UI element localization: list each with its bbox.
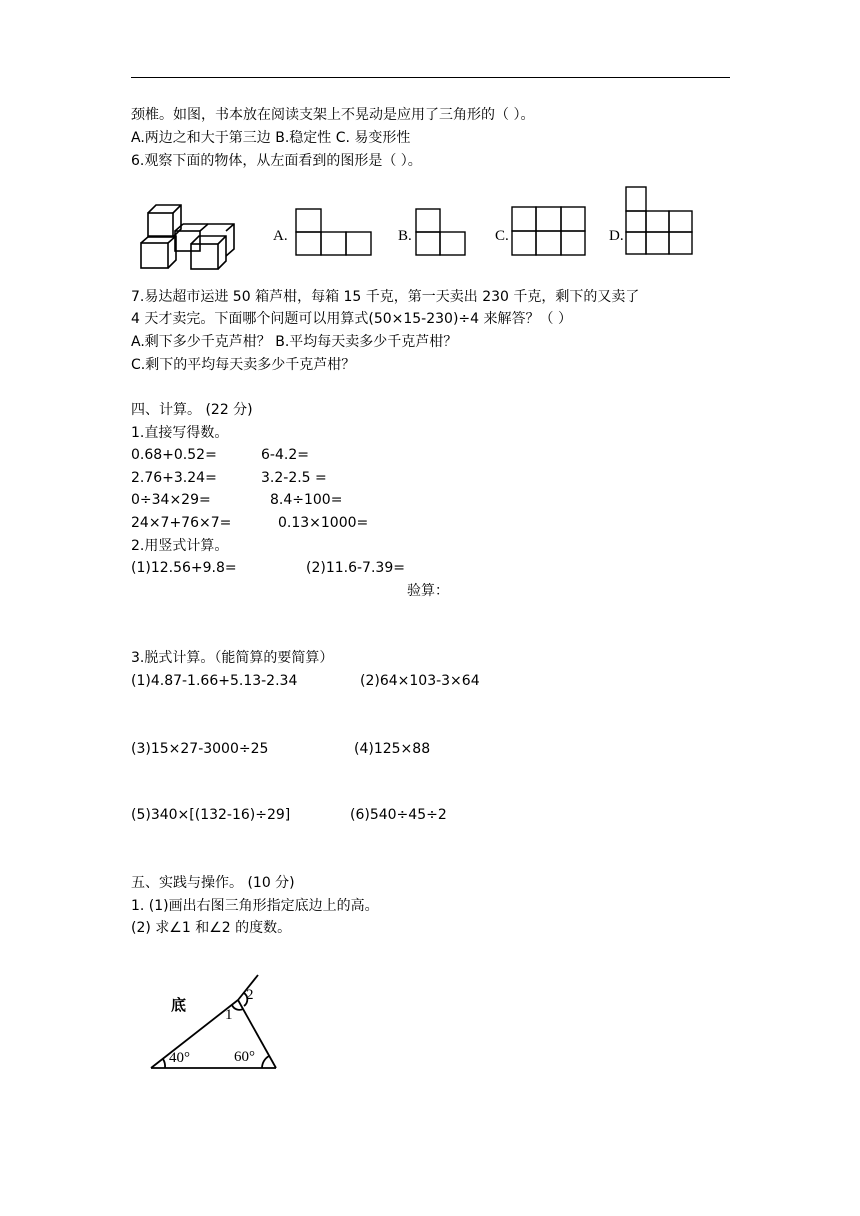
stepwise-calc-item: (6)540÷45÷2: [350, 807, 447, 823]
calc-item: 2.76+3.24=: [131, 470, 217, 486]
calc-item: 0.13×1000=: [278, 515, 369, 531]
check-label: 验算：: [407, 583, 449, 599]
q7-option-c: C.剩下的平均每天卖多少千克芦柑？: [131, 357, 356, 373]
vertical-calc-item: (1)12.56+9.8=: [131, 560, 237, 576]
q7-line1: 7.易达超市运进 50 箱芦柑，每箱 15 千克，第一天卖出 230 千克，剩下的又卖了: [131, 289, 640, 305]
q7-line2: 4 天才卖完。下面哪个问题可以用算式(50×15-230)÷4 来解答？（ ）: [131, 311, 572, 327]
calc-item: 3.2-2.5 =: [261, 470, 327, 486]
vertical-calc-item: (2)11.6-7.39=: [306, 560, 405, 576]
calc-item: 8.4÷100=: [270, 492, 343, 508]
base-label: 底: [171, 998, 187, 1014]
calc-item: 24×7+76×7=: [131, 515, 232, 531]
q7-option-ab: A.剩下多少千克芦柑？ B.平均每天卖多少千克芦柑？: [131, 334, 458, 350]
section5-q1-part2: (2) 求∠1 和∠2 的度数。: [131, 920, 292, 936]
section4-p2-title: 2.用竖式计算。: [131, 538, 229, 554]
q6-option-b-label: B.: [398, 228, 412, 244]
section4-p3-title: 3.脱式计算。（能简算的要简算）: [131, 650, 334, 666]
angle-1-label: 1: [225, 1007, 233, 1023]
stepwise-calc-item: (5)340×[(132-16)÷29]: [131, 807, 291, 823]
stepwise-calc-item: (3)15×27-3000÷25: [131, 741, 269, 757]
section4-p1-title: 1.直接写得数。: [131, 425, 229, 441]
stepwise-calc-item: (4)125×88: [354, 741, 431, 757]
angle-40-label: 40°: [169, 1050, 190, 1066]
calc-item: 0÷34×29=: [131, 492, 211, 508]
section5-q1-part1: 1. (1)画出右图三角形指定底边上的高。: [131, 898, 379, 914]
section5-title: 五、实践与操作。 (10 分): [131, 875, 295, 891]
angle-60-label: 60°: [234, 1049, 255, 1065]
angle-arc-right: [262, 1056, 269, 1068]
section4-title: 四、计算。 (22 分): [131, 402, 253, 418]
angle-2-label: 2: [246, 987, 254, 1003]
q5-line1: 颈椎。如图，书本放在阅读支架上不晃动是应用了三角形的（ ）。: [131, 107, 535, 123]
q5-options: A.两边之和大于第三边 B.稳定性 C. 易变形性: [131, 130, 411, 146]
q6-option-d-label: D.: [609, 228, 624, 244]
q6-option-a-label: A.: [273, 228, 288, 244]
angle-arc-left: [163, 1059, 165, 1068]
q6-option-c-label: C.: [495, 228, 509, 244]
q6-question: 6.观察下面的物体，从左面看到的图形是（ ）。: [131, 153, 422, 169]
calc-item: 0.68+0.52=: [131, 447, 217, 463]
calc-item: 6-4.2=: [261, 447, 309, 463]
stepwise-calc-item: (1)4.87-1.66+5.13-2.34: [131, 673, 298, 689]
stepwise-calc-item: (2)64×103-3×64: [360, 673, 480, 689]
